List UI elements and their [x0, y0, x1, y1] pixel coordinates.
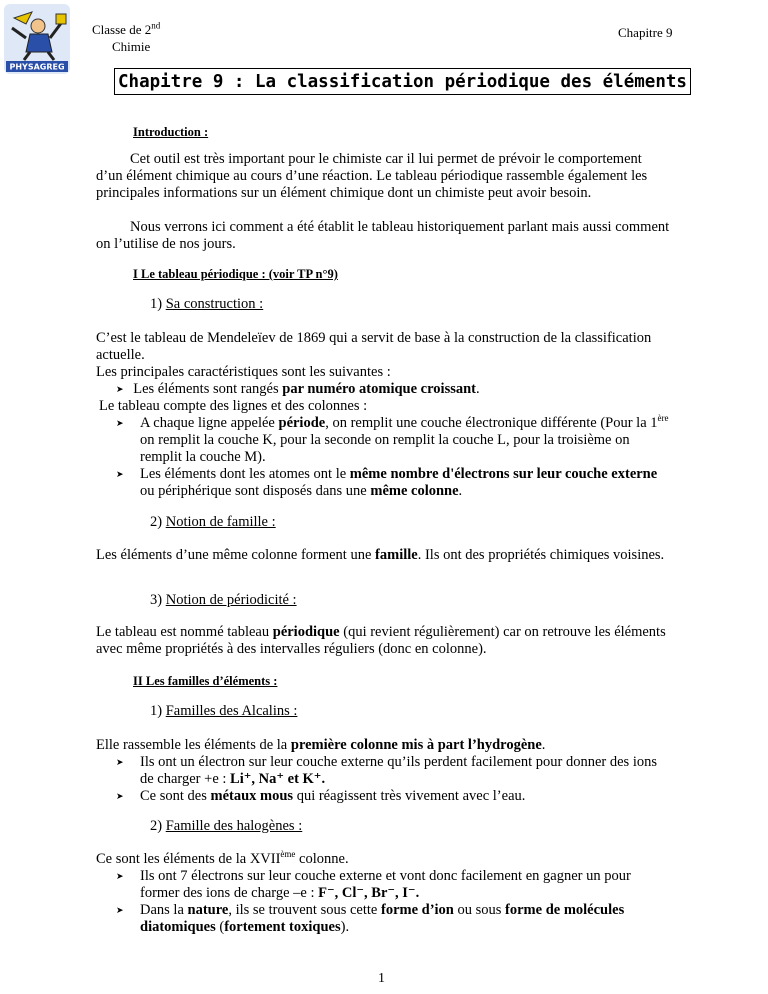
periodicity-text	[96, 624, 671, 658]
bullet-text-end: on remplit la couche K, pour la seconde on remplit la couche L, pour la troisième on remplit la couche M).	[140, 432, 630, 465]
bullet-bold: métaux mous	[210, 788, 294, 804]
bullet-text-end: .	[458, 483, 463, 499]
alkali-bold: première colonne mis à part l’hydrogène	[290, 737, 542, 753]
subsection-2-2	[150, 818, 302, 835]
alkali-bullet-2	[116, 788, 671, 805]
header-class-text: Classe de 2	[92, 22, 152, 37]
bullet-text: Ils ont 7 électrons sur leur couche externe et vont donc facilement en gagner un pour former des ions de charge –e :	[140, 868, 631, 901]
subsection-number: 1)	[150, 296, 163, 312]
header-chapter: Chapitre 9	[618, 25, 673, 40]
arrowhead-bullet-icon: ➤	[116, 469, 124, 479]
family-text-start: Les éléments d’une même colonne forment une	[96, 547, 376, 563]
bullet-text-mid-2: ou sous	[453, 902, 506, 918]
subsection-title: Notion de périodicité :	[165, 592, 297, 608]
construction-text-3: Le tableau compte des lignes et des colonnes :	[99, 398, 368, 414]
arrowhead-bullet-icon: ➤	[116, 905, 124, 915]
alkali-bullet-1	[116, 754, 671, 788]
halogen-sup: ème	[280, 849, 296, 860]
bullet-bold-3: forme de molécules diatomiques	[140, 902, 625, 935]
bullet-bold-2: même colonne	[370, 483, 459, 499]
construction-text-2: Les principales caractéristiques sont les suivantes :	[96, 364, 391, 380]
bullet-text-mid-3: (	[215, 919, 225, 935]
periodicity-text-end: (qui revient régulièrement) car on retrouve les éléments avec même propriétés à des intervalles réguliers (donc en colonne).	[96, 624, 666, 657]
page-number: 1	[378, 971, 385, 986]
bullet-bold: même nombre d'électrons sur leur couche externe	[349, 466, 658, 482]
intro-paragraph-2: Nous verrons ici comment a été établit le tableau historiquement parlant mais aussi comment on l’utilise de nos jours.	[96, 219, 670, 252]
physagreg-logo	[4, 4, 70, 74]
periodicity-text-start: Le tableau est nommé tableau	[96, 624, 273, 640]
bullet-text: Dans la	[140, 902, 188, 918]
subsection-number: 2)	[150, 514, 163, 530]
arrowhead-bullet-icon: ➤	[116, 757, 124, 767]
page-title: Chapitre 9 : La classification périodique des éléments	[114, 68, 691, 95]
subsection-number: 1)	[150, 703, 163, 719]
bullet-bold-2: forme d’ion	[380, 902, 454, 918]
bullet-text-mid: ou périphérique sont disposés dans une	[140, 483, 371, 499]
bullet-bold: par numéro atomique croissant	[282, 381, 476, 397]
family-bold: famille	[375, 547, 418, 563]
halogen-text-end: colonne.	[295, 851, 349, 867]
subsection-title: Familles des Alcalins :	[165, 703, 298, 719]
bullet-3	[116, 466, 671, 500]
alkali-ions: Li⁺, Na⁺ et K⁺.	[230, 771, 326, 787]
bullet-text: Ce sont des	[140, 788, 211, 804]
header-class-sup: nd	[151, 20, 161, 31]
bullet-text-end: qui réagissent très vivement avec l’eau.	[293, 788, 526, 804]
subsection-number: 2)	[150, 818, 163, 834]
halogen-ions: F⁻, Cl⁻, Br⁻, I⁻.	[318, 885, 420, 901]
subsection-1-2	[150, 514, 276, 531]
section-1-heading: I Le tableau périodique : (voir TP n°9)	[133, 267, 338, 281]
halogen-bullet-2	[116, 902, 671, 936]
subsection-title: Sa construction :	[165, 296, 264, 312]
bullet-bold: nature	[187, 902, 229, 918]
alkali-text-start: Elle rassemble les éléments de la	[96, 737, 291, 753]
arrowhead-bullet-icon: ➤	[116, 384, 124, 394]
family-text-end: . Ils ont des propriétés chimiques voisines.	[417, 547, 665, 563]
bullet-text: Ils ont un électron sur leur couche externe qu’ils perdent facilement pour donner des ions de charger +e :	[140, 754, 657, 787]
periodicity-bold: périodique	[272, 624, 340, 640]
subsection-title: Notion de famille :	[165, 514, 276, 530]
bullet-text: A chaque ligne appelée	[140, 415, 279, 431]
subsection-2-1	[150, 703, 297, 720]
intro-paragraph-1: Cet outil est très important pour le chimiste car il lui permet de prévoir le comportement d’un élément chimique au cours d’une réaction. Le tableau périodique rassemble également les principales informations sur un élément chimique dont un chimiste peut avoir besoin.	[96, 151, 648, 201]
subsection-number: 3)	[150, 592, 163, 608]
bullet-text: Les éléments dont les atomes ont le	[140, 466, 350, 482]
bullet-2	[116, 415, 671, 466]
logo-text: PHYSAGREG	[9, 62, 65, 72]
arrowhead-bullet-icon: ➤	[116, 418, 124, 428]
arrowhead-bullet-icon: ➤	[116, 871, 124, 881]
family-text	[96, 547, 671, 564]
bullet-bold: période	[278, 415, 326, 431]
arrowhead-bullet-icon: ➤	[116, 791, 124, 801]
alkali-intro	[96, 737, 671, 754]
construction-text-1: C’est le tableau de Mendeleïev de 1869 qui a servit de base à la construction de la classification actuelle.	[96, 330, 652, 363]
subsection-1-3	[150, 592, 297, 609]
header-subject: Chimie	[112, 39, 151, 54]
alkali-text-end: .	[541, 737, 546, 753]
halogen-intro	[96, 851, 671, 868]
bullet-text-mid: , ils se trouvent sous cette	[228, 902, 381, 918]
bullet-bold-4: fortement toxiques	[224, 919, 341, 935]
bullet-text-mid: , on remplit une couche électronique différente (Pour la 1	[325, 415, 658, 431]
subsection-title: Famille des halogènes :	[165, 818, 303, 834]
bullet-text-end: .	[476, 381, 480, 397]
halogen-bullet-1	[116, 868, 671, 902]
halogen-text-start: Ce sont les éléments de la XVII	[96, 851, 281, 867]
subsection-1-1	[150, 296, 263, 313]
section-2-heading: II Les familles d’éléments :	[133, 674, 278, 688]
bullet-1	[96, 381, 671, 398]
bullet-text-end: ).	[340, 919, 350, 935]
header-class	[92, 22, 160, 38]
bullet-text: Les éléments sont rangés	[133, 381, 283, 397]
bullet-sup: ère	[657, 413, 669, 424]
intro-heading: Introduction :	[133, 125, 209, 139]
